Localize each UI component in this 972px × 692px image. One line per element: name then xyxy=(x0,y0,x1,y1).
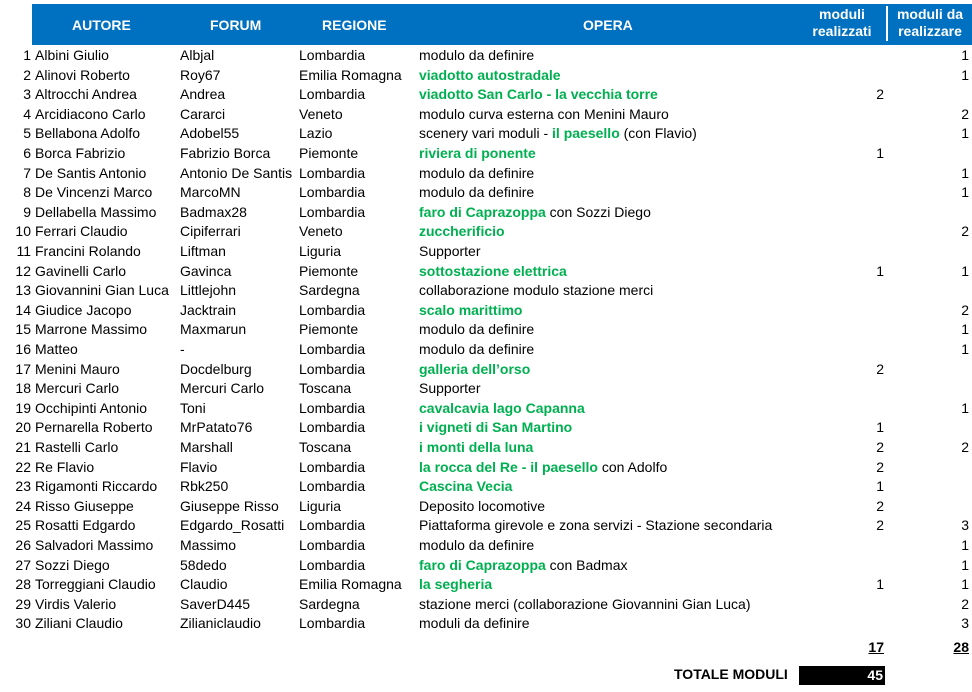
moduli-da-realizzare-cell: 1 xyxy=(961,66,969,83)
autore-cell: Occhipinti Antonio xyxy=(35,399,148,416)
forum-cell: Gavinca xyxy=(180,262,232,279)
autore-cell: Rastelli Carlo xyxy=(35,439,119,455)
forum-cell: Fabrizio Borca xyxy=(180,145,271,161)
table-row xyxy=(0,418,972,438)
row-number: 13 xyxy=(15,282,31,299)
row-number: 23 xyxy=(15,478,31,495)
regione-cell: Lombardia xyxy=(299,458,366,475)
opera-text: modulo da definire xyxy=(419,164,535,181)
forum-cell: Edgardo_Rosatti xyxy=(180,517,285,534)
opera-text: stazione merci (collaborazione Giovannini Gian Luca) xyxy=(419,595,751,612)
header-moduli-da-realizzare xyxy=(888,6,972,40)
autore-cell: Marrone Massimo xyxy=(35,321,148,338)
regione-cell: Lombardia xyxy=(299,47,366,63)
opera-cell xyxy=(419,66,859,86)
autore-cell: Arcidiacono Carlo xyxy=(35,105,146,122)
moduli-da-realizzare-cell: 2 xyxy=(961,223,969,240)
forum-cell: SaverD445 xyxy=(180,595,251,612)
moduli-da-realizzare-cell: 1 xyxy=(961,125,969,142)
table-row xyxy=(0,164,972,184)
autore-cell: Rosatti Edgardo xyxy=(35,517,136,534)
regione-cell: Sardegna xyxy=(299,595,360,612)
table-row xyxy=(0,340,972,360)
autore-cell: Virdis Valerio xyxy=(35,595,117,612)
autore-cell: Mercuri Carlo xyxy=(35,380,120,397)
opera-cell xyxy=(419,301,859,321)
forum-cell: Roy67 xyxy=(180,66,221,83)
opera-cell xyxy=(419,379,859,399)
opera-highlight: la segheria xyxy=(419,576,493,593)
moduli-realizzati-cell: 1 xyxy=(876,478,884,495)
row-number: 4 xyxy=(23,105,31,122)
regione-cell: Toscana xyxy=(299,380,352,397)
opera-cell xyxy=(419,46,859,66)
forum-cell: Toni xyxy=(180,399,206,416)
opera-cell xyxy=(419,164,859,184)
forum-cell: Liftman xyxy=(180,243,226,259)
opera-cell xyxy=(419,536,859,556)
opera-cell xyxy=(419,124,859,144)
header-moduli-realizzati xyxy=(800,6,884,40)
opera-cell xyxy=(419,516,859,536)
regione-cell: Lombardia xyxy=(299,164,366,181)
autore-cell: Francini Rolando xyxy=(35,243,141,259)
autore-cell: Sozzi Diego xyxy=(35,556,110,573)
opera-text: con Sozzi Diego xyxy=(545,203,651,220)
opera-highlight: viadotto autostradale xyxy=(419,66,561,83)
moduli-realizzati-cell: 1 xyxy=(876,145,884,161)
autore-cell: Giudice Jacopo xyxy=(35,301,132,318)
autore-cell: Alinovi Roberto xyxy=(35,66,130,83)
header-moduli-realizzati-line1: moduli xyxy=(819,6,865,22)
forum-cell: Mercuri Carlo xyxy=(180,380,265,397)
opera-highlight: scalo marittimo xyxy=(419,301,523,318)
regione-cell: Lombardia xyxy=(299,478,366,495)
opera-cell xyxy=(419,458,859,478)
regione-cell: Lombardia xyxy=(299,537,366,553)
table-row xyxy=(0,595,972,615)
table-row xyxy=(0,438,972,458)
total-da-realizzare: 28 xyxy=(953,639,969,655)
moduli-realizzati-cell: 2 xyxy=(876,517,884,534)
forum-cell: Maxmarun xyxy=(180,321,247,338)
opera-cell xyxy=(419,477,859,497)
moduli-da-realizzare-cell: 1 xyxy=(961,341,969,357)
opera-highlight: faro di Caprazoppa xyxy=(419,203,546,220)
autore-cell: Albini Giulio xyxy=(35,47,109,63)
opera-cell xyxy=(419,340,859,360)
row-number: 3 xyxy=(23,86,31,103)
opera-cell xyxy=(419,203,859,223)
opera-cell xyxy=(419,399,859,419)
table-row xyxy=(0,301,972,321)
opera-cell xyxy=(419,418,859,438)
row-number: 10 xyxy=(15,223,31,240)
table-row xyxy=(0,477,972,497)
row-number: 16 xyxy=(15,341,31,357)
forum-cell: Albjal xyxy=(180,47,215,63)
table-row xyxy=(0,46,972,66)
forum-cell: Antonio De Santis xyxy=(180,164,293,181)
table-row xyxy=(0,360,972,380)
opera-text: modulo curva esterna con Menini Mauro xyxy=(419,105,669,122)
table-row xyxy=(0,85,972,105)
table-row xyxy=(0,144,972,164)
table-row xyxy=(0,497,972,517)
row-number: 30 xyxy=(15,615,31,632)
row-number: 9 xyxy=(23,203,31,220)
autore-cell: Rigamonti Riccardo xyxy=(35,478,158,495)
forum-cell: Jacktrain xyxy=(180,301,237,318)
regione-cell: Lombardia xyxy=(299,203,366,220)
table-row xyxy=(0,575,972,595)
opera-cell xyxy=(419,575,859,595)
regione-cell: Lombardia xyxy=(299,184,366,201)
opera-highlight: viadotto San Carlo - la vecchia torre xyxy=(419,86,658,103)
regione-cell: Lazio xyxy=(299,125,333,142)
header-opera: OPERA xyxy=(583,17,633,33)
opera-text: Supporter xyxy=(419,243,481,259)
regione-cell: Piemonte xyxy=(299,145,359,161)
row-number: 8 xyxy=(23,184,31,201)
table-row xyxy=(0,222,972,242)
header-autore: AUTORE xyxy=(72,17,131,33)
autore-cell: Gavinelli Carlo xyxy=(35,262,127,279)
forum-cell: Cipiferrari xyxy=(180,223,241,240)
regione-cell: Toscana xyxy=(299,439,352,455)
opera-text: modulo da definire xyxy=(419,341,535,357)
opera-text: Supporter xyxy=(419,380,481,397)
table-row xyxy=(0,556,972,576)
regione-cell: Lombardia xyxy=(299,399,366,416)
row-number: 28 xyxy=(15,576,31,593)
table-row xyxy=(0,458,972,478)
autore-cell: Matteo xyxy=(35,341,78,357)
row-number: 21 xyxy=(15,439,31,455)
regione-cell: Lombardia xyxy=(299,517,366,534)
row-number: 11 xyxy=(16,243,31,259)
total-realizzati: 17 xyxy=(868,639,884,655)
forum-cell: Flavio xyxy=(180,458,218,475)
forum-cell: MrPatato76 xyxy=(180,419,253,436)
table-row xyxy=(0,399,972,419)
forum-cell: Badmax28 xyxy=(180,203,247,220)
opera-text: Piattaforma girevole e zona servizi - Stazione secondaria xyxy=(419,517,773,534)
moduli-realizzati-cell: 2 xyxy=(876,497,884,514)
opera-text: modulo da definire xyxy=(419,537,535,553)
opera-cell xyxy=(419,144,859,164)
moduli-da-realizzare-cell: 1 xyxy=(961,164,969,181)
forum-cell: 58dedo xyxy=(180,556,227,573)
header-moduli-realizzati-line2: realizzati xyxy=(812,23,872,39)
moduli-da-realizzare-cell: 1 xyxy=(961,47,969,63)
forum-cell: Giuseppe Risso xyxy=(180,497,279,514)
opera-cell xyxy=(419,595,859,615)
moduli-da-realizzare-cell: 1 xyxy=(961,576,969,593)
opera-cell xyxy=(419,281,859,301)
autore-cell: Ferrari Claudio xyxy=(35,223,128,240)
regione-cell: Sardegna xyxy=(299,282,360,299)
opera-text: Deposito locomotive xyxy=(419,497,546,514)
moduli-da-realizzare-cell: 2 xyxy=(961,105,969,122)
autore-cell: Re Flavio xyxy=(35,458,95,475)
regione-cell: Emilia Romagna xyxy=(299,66,402,83)
forum-cell: Marshall xyxy=(180,439,233,455)
moduli-da-realizzare-cell: 3 xyxy=(961,615,969,632)
opera-highlight: zuccherificio xyxy=(419,223,505,240)
row-number: 20 xyxy=(15,419,31,436)
regione-cell: Lombardia xyxy=(299,301,366,318)
opera-text: scenery vari moduli - xyxy=(419,125,553,142)
moduli-realizzati-cell: 2 xyxy=(876,439,884,455)
moduli-da-realizzare-cell: 1 xyxy=(961,321,969,338)
table-row xyxy=(0,183,972,203)
regione-cell: Lombardia xyxy=(299,615,366,632)
opera-highlight: faro di Caprazoppa xyxy=(419,556,546,573)
opera-cell xyxy=(419,242,859,262)
autore-cell: Torreggiani Claudio xyxy=(35,576,156,593)
table-row xyxy=(0,262,972,282)
row-number: 15 xyxy=(15,321,31,338)
opera-text: modulo da definire xyxy=(419,321,535,338)
table-row xyxy=(0,320,972,340)
table-row xyxy=(0,105,972,125)
regione-cell: Lombardia xyxy=(299,360,366,377)
autore-cell: Bellabona Adolfo xyxy=(35,125,141,142)
header-moduli-da-realizzare-line1: moduli da xyxy=(896,6,964,22)
opera-highlight: galleria dell’orso xyxy=(419,360,531,377)
opera-highlight: la rocca del Re - il paesello xyxy=(419,458,598,475)
regione-cell: Liguria xyxy=(299,243,342,259)
moduli-realizzati-cell: 2 xyxy=(876,458,884,475)
opera-cell xyxy=(419,497,859,517)
row-number: 19 xyxy=(15,399,31,416)
opera-cell xyxy=(419,614,859,634)
regione-cell: Veneto xyxy=(299,105,343,122)
opera-text: collaborazione modulo stazione merci xyxy=(419,282,654,299)
autore-cell: Ziliani Claudio xyxy=(35,615,123,632)
opera-highlight: Cascina Vecia xyxy=(419,478,513,495)
table-row xyxy=(0,516,972,536)
autore-cell: Salvadori Massimo xyxy=(35,537,154,553)
table-row xyxy=(0,281,972,301)
row-number: 18 xyxy=(15,380,31,397)
opera-cell xyxy=(419,556,859,576)
opera-text: (con Flavio) xyxy=(619,125,697,142)
table-row xyxy=(0,124,972,144)
moduli-da-realizzare-cell: 2 xyxy=(961,301,969,318)
forum-cell: Massimo xyxy=(180,537,237,553)
forum-cell: Cararci xyxy=(180,105,226,122)
autore-cell: De Vincenzi Marco xyxy=(35,184,153,201)
opera-highlight: il paesello xyxy=(552,125,620,142)
moduli-realizzati-cell: 1 xyxy=(876,419,884,436)
row-number: 25 xyxy=(15,517,31,534)
regione-cell: Veneto xyxy=(299,223,343,240)
row-number: 7 xyxy=(23,164,31,181)
moduli-da-realizzare-cell: 2 xyxy=(961,439,969,455)
moduli-realizzati-cell: 2 xyxy=(876,86,884,103)
header-moduli-da-realizzare-line2: realizzare xyxy=(898,23,962,39)
regione-cell: Lombardia xyxy=(299,341,366,357)
autore-cell: Borca Fabrizio xyxy=(35,145,126,161)
opera-highlight: riviera di ponente xyxy=(419,145,536,161)
opera-cell xyxy=(419,183,859,203)
opera-cell xyxy=(419,105,859,125)
autore-cell: De Santis Antonio xyxy=(35,164,147,181)
total-value: 45 xyxy=(799,666,885,685)
row-number: 22 xyxy=(15,458,31,475)
opera-text: modulo da definire xyxy=(419,47,535,63)
opera-highlight: i monti della luna xyxy=(419,439,534,455)
autore-cell: Giovannini Gian Luca xyxy=(35,282,169,299)
regione-cell: Lombardia xyxy=(299,86,366,103)
row-number: 29 xyxy=(15,595,31,612)
row-number: 27 xyxy=(15,556,31,573)
autore-cell: Altrocchi Andrea xyxy=(35,86,137,103)
table-row xyxy=(0,203,972,223)
opera-text: con Adolfo xyxy=(597,458,668,475)
row-number: 1 xyxy=(23,47,31,63)
header-forum: FORUM xyxy=(210,17,262,33)
row-number: 14 xyxy=(15,301,31,318)
regione-cell: Piemonte xyxy=(299,262,359,279)
table-row xyxy=(0,536,972,556)
opera-cell xyxy=(419,85,859,105)
total-label: TOTALE MODULI xyxy=(674,666,788,682)
row-number: 2 xyxy=(23,66,31,83)
forum-cell: Andrea xyxy=(180,86,226,103)
autore-cell: Risso Giuseppe xyxy=(35,497,134,514)
moduli-realizzati-cell: 2 xyxy=(876,360,884,377)
forum-cell: Zilianiclaudio xyxy=(180,615,261,632)
row-number: 24 xyxy=(15,497,31,514)
moduli-da-realizzare-cell: 1 xyxy=(961,262,969,279)
regione-cell: Piemonte xyxy=(299,321,359,338)
row-number: 17 xyxy=(15,360,31,377)
opera-text: modulo da definire xyxy=(419,184,535,201)
opera-text: con Badmax xyxy=(545,556,628,573)
moduli-realizzati-cell: 1 xyxy=(876,262,884,279)
row-number: 12 xyxy=(15,262,31,279)
opera-highlight: sottostazione elettrica xyxy=(419,262,567,279)
moduli-da-realizzare-cell: 1 xyxy=(961,399,969,416)
autore-cell: Dellabella Massimo xyxy=(35,203,157,220)
header-regione: REGIONE xyxy=(322,17,387,33)
opera-cell xyxy=(419,262,859,282)
moduli-da-realizzare-cell: 3 xyxy=(961,517,969,534)
forum-cell: Claudio xyxy=(180,576,228,593)
regione-cell: Lombardia xyxy=(299,556,366,573)
opera-cell xyxy=(419,222,859,242)
regione-cell: Emilia Romagna xyxy=(299,576,402,593)
moduli-da-realizzare-cell: 1 xyxy=(961,537,969,553)
forum-cell: Littlejohn xyxy=(180,282,237,299)
moduli-da-realizzare-cell: 2 xyxy=(961,595,969,612)
forum-cell: MarcoMN xyxy=(180,184,241,201)
forum-cell: Docdelburg xyxy=(180,360,252,377)
opera-cell xyxy=(419,320,859,340)
row-number: 6 xyxy=(23,145,31,161)
autore-cell: Pernarella Roberto xyxy=(35,419,153,436)
moduli-da-realizzare-cell: 1 xyxy=(961,184,969,201)
opera-cell xyxy=(419,438,859,458)
table-row xyxy=(0,379,972,399)
regione-cell: Liguria xyxy=(299,497,342,514)
moduli-da-realizzare-cell: 1 xyxy=(961,556,969,573)
moduli-realizzati-cell: 1 xyxy=(876,576,884,593)
table-row xyxy=(0,242,972,262)
opera-cell xyxy=(419,360,859,380)
row-number: 26 xyxy=(15,537,31,553)
table-row xyxy=(0,66,972,86)
autore-cell: Menini Mauro xyxy=(35,360,120,377)
forum-cell: Rbk250 xyxy=(180,478,229,495)
forum-cell: - xyxy=(180,341,185,357)
opera-highlight: i vigneti di San Martino xyxy=(419,419,573,436)
table-row xyxy=(0,614,972,634)
row-number: 5 xyxy=(23,125,31,142)
regione-cell: Lombardia xyxy=(299,419,366,436)
opera-highlight: cavalcavia lago Capanna xyxy=(419,399,585,416)
forum-cell: Adobel55 xyxy=(180,125,240,142)
opera-text: moduli da definire xyxy=(419,615,530,632)
